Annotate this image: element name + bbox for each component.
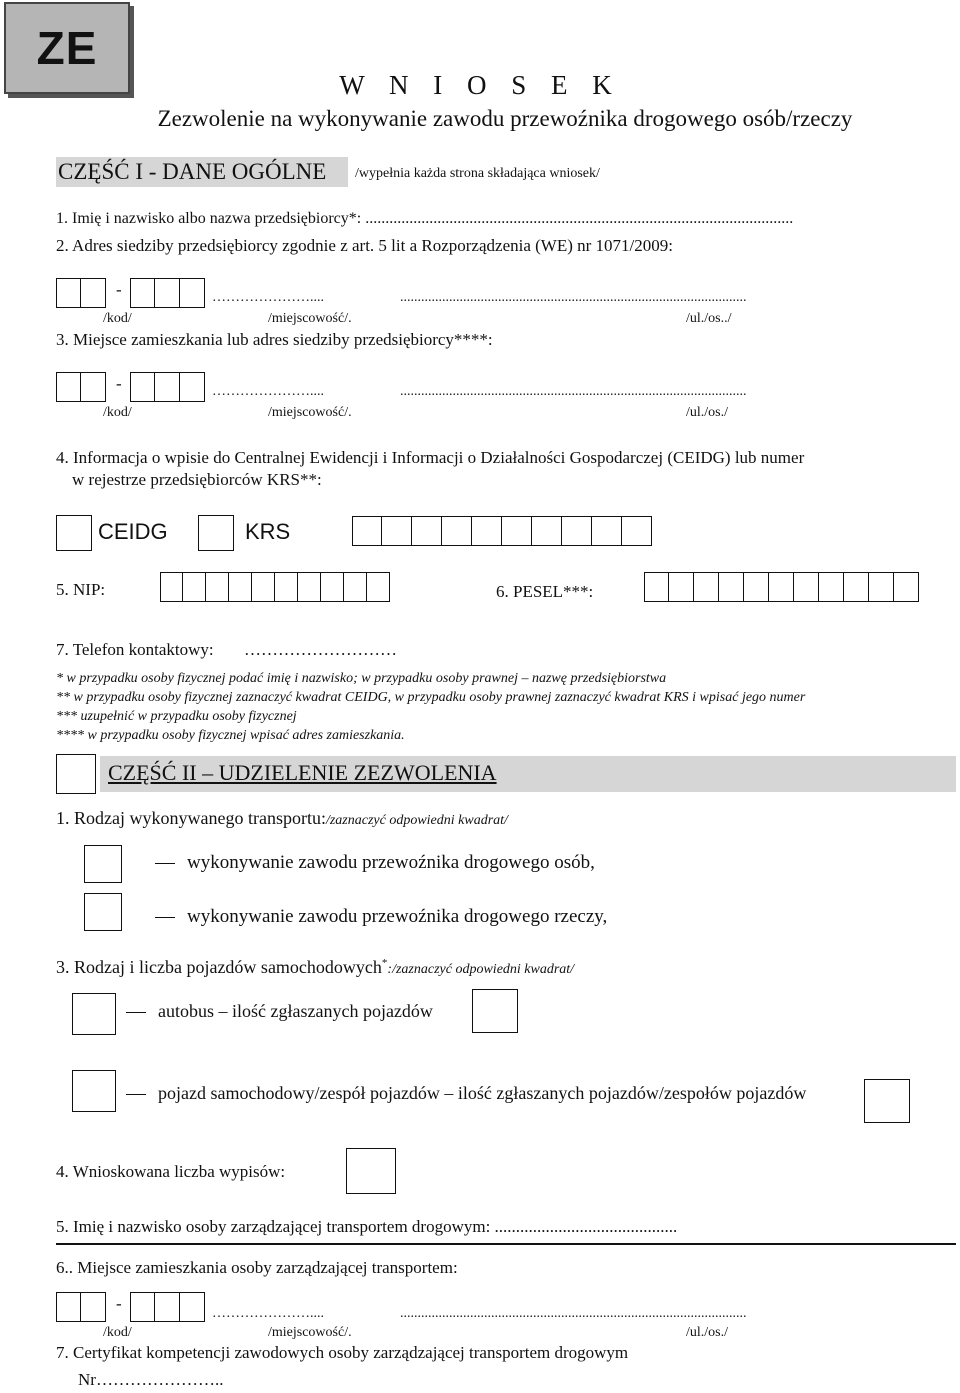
postal-code-dash: - (116, 1294, 122, 1313)
postal-code-part1-input[interactable] (56, 1292, 106, 1322)
section2-heading: CZĘŚĆ II – UDZIELENIE ZEZWOLENIA (108, 760, 497, 785)
postal-code-part2-input[interactable] (130, 278, 205, 308)
bus-option (126, 1001, 433, 1022)
item4-label-line2: w rejestrze przedsiębiorców KRS**: (72, 470, 322, 489)
city-input[interactable]: ………………….... (212, 290, 324, 305)
item4-label: 4. Informacja o wpisie do Centralnej Ewidencji i Informacji o Działalności Gospodarczej (CEIDG) lub numer (56, 448, 805, 467)
bus-checkbox[interactable] (72, 993, 116, 1035)
section1-note: /wypełnia każda strona składająca wniosek/ (355, 166, 600, 181)
street-input[interactable]: ................................................................................................... (400, 290, 747, 305)
separator-line (56, 1243, 956, 1245)
certificate-number-field[interactable]: Nr………………….. (78, 1370, 224, 1389)
passenger-transport-option (155, 852, 595, 874)
label-ul: /ul./os./ (686, 1325, 729, 1340)
krs-checkbox[interactable] (198, 515, 234, 551)
dash-mark (126, 1094, 146, 1095)
dash-mark (126, 1012, 146, 1013)
transport-type-note: /zaznaczyć odpowiedni kwadrat/ (325, 813, 508, 828)
transport-type-label (56, 808, 508, 829)
transport-manager-name-field[interactable]: 5. Imię i nazwisko osoby zarządzającej transportem drogowym: ........................................... (56, 1217, 678, 1236)
section2-checkbox[interactable] (56, 754, 96, 794)
manager-address-label: 6.. Miejsce zamieszkania osoby zarządzającej transportem: (56, 1258, 458, 1277)
krs-number-input[interactable] (352, 516, 652, 546)
nip-input[interactable] (160, 572, 390, 602)
label-kod: /kod/ (103, 405, 132, 420)
form-subtitle: Zezwolenie na wykonywanie zawodu przewoźnika drogowego osób/rzeczy (157, 106, 853, 131)
footnote-4: **** w przypadku osoby fizycznej wpisać adres zamieszkania. (56, 728, 405, 743)
nip-label: 5. NIP: (56, 580, 106, 599)
dash-mark (155, 917, 175, 918)
phone-label: 7. Telefon kontaktowy: (56, 640, 214, 659)
street-input[interactable]: ................................................................................................... (400, 384, 747, 399)
cargo-transport-checkbox[interactable] (84, 893, 122, 931)
city-input[interactable]: ………………….... (212, 384, 324, 399)
truck-count-input[interactable] (864, 1079, 910, 1123)
extracts-count-input[interactable] (346, 1148, 396, 1194)
passenger-transport-checkbox[interactable] (84, 845, 122, 883)
item3-label: 3. Miejsce zamieszkania lub adres siedziby przedsiębiorcy****: (56, 330, 493, 349)
form-title: W N I O S E K (339, 70, 621, 100)
item1-name-field[interactable]: 1. Imię i nazwisko albo nazwa przedsiębiorcy*: ........................................................................................................... (56, 210, 794, 227)
bus-count-input[interactable] (472, 989, 518, 1033)
vehicle-type-label-text: 3. Rodzaj i liczba pojazdów samochodowych (56, 957, 382, 977)
label-miejscowosc: /miejscowość/. (268, 405, 352, 420)
vehicle-type-sup: * (381, 957, 388, 969)
postal-code-part1-input[interactable] (56, 372, 106, 402)
footnote-2: ** w przypadku osoby fizycznej zaznaczyć kwadrat CEIDG, w przypadku osoby prawnej zaznaczyć kwadrat KRS i wpisać jego numer (56, 690, 806, 705)
postal-code-dash: - (116, 280, 122, 299)
label-kod: /kod/ (103, 1325, 132, 1340)
pesel-input[interactable] (644, 572, 919, 602)
dash-mark (155, 863, 175, 864)
street-input[interactable]: ................................................................................................... (400, 1306, 747, 1321)
footnote-3: *** uzupełnić w przypadku osoby fizycznej (56, 709, 297, 724)
label-kod: /kod/ (103, 311, 132, 326)
pesel-label: 6. PESEL***: (496, 582, 594, 601)
section1-heading: CZĘŚĆ I - DANE OGÓLNE (56, 157, 348, 187)
label-ul: /ul./os./ (686, 405, 729, 420)
truck-label: pojazd samochodowy/zespół pojazdów – ilość zgłaszanych pojazdów/zespołów pojazdów (158, 1083, 807, 1103)
passenger-transport-label: wykonywanie zawodu przewoźnika drogowego osób, (187, 852, 595, 873)
postal-code-dash: - (116, 374, 122, 393)
certificate-label: 7. Certyfikat kompetencji zawodowych osoby zarządzającej transportem drogowym (56, 1343, 629, 1362)
city-input[interactable]: ………………….... (212, 1306, 324, 1321)
krs-label: KRS (245, 519, 291, 544)
truck-checkbox[interactable] (72, 1070, 116, 1112)
vehicle-type-note: :/zaznaczyć odpowiedni kwadrat/ (387, 962, 575, 977)
cargo-transport-label: wykonywanie zawodu przewoźnika drogowego rzeczy, (187, 906, 608, 927)
extracts-count-label: 4. Wnioskowana liczba wypisów: (56, 1162, 286, 1181)
ceidg-label: CEIDG (98, 519, 168, 544)
postal-code-part2-input[interactable] (130, 372, 205, 402)
label-miejscowosc: /miejscowość/. (268, 1325, 352, 1340)
label-miejscowosc: /miejscowość/. (268, 311, 352, 326)
item2-label: 2. Adres siedziby przedsiębiorcy zgodnie z art. 5 lit a Rozporządzenia (WE) nr 1071/2009: (56, 236, 673, 255)
truck-option (126, 1083, 806, 1104)
transport-type-label-text: 1. Rodzaj wykonywanego transportu: (56, 808, 326, 828)
postal-code-part1-input[interactable] (56, 278, 106, 308)
bus-label: autobus – ilość zgłaszanych pojazdów (158, 1001, 433, 1021)
cargo-transport-option (155, 906, 607, 928)
label-ul: /ul./os../ (686, 311, 732, 326)
postal-code-part2-input[interactable] (130, 1292, 205, 1322)
ceidg-checkbox[interactable] (56, 515, 92, 551)
phone-input[interactable]: ……………………… (244, 640, 397, 659)
footnote-1: * w przypadku osoby fizycznej podać imię i nazwisko; w przypadku osoby prawnej – nazwę przedsiębiorstwa (56, 671, 667, 686)
vehicle-type-label (56, 957, 574, 978)
form-code-badge: ZE (4, 2, 130, 94)
